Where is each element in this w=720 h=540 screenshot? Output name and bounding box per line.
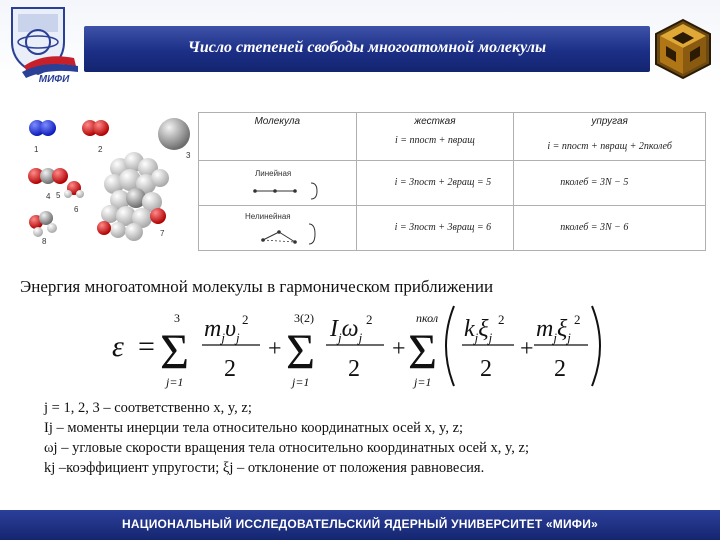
sum2-denominator: 2 — [348, 356, 360, 382]
svg-text:2: 2 — [574, 312, 581, 327]
mol-label-2: 2 — [98, 145, 103, 154]
logo-text: МИФИ — [38, 74, 70, 84]
nonlinear-rigid-cell — [356, 206, 514, 251]
sum1-denominator: 2 — [224, 356, 236, 382]
linear-elastic-formula: nколеб = 3N − 5 — [560, 177, 629, 188]
svg-text:mjξj: $m_j\xi_j$ — [536, 316, 571, 345]
sum2-sigma: Σ — [286, 323, 316, 379]
svg-text:2: 2 — [498, 312, 505, 327]
linear-molecule-icon — [245, 181, 325, 201]
linear-molecule-cell — [199, 161, 357, 206]
table-row-linear — [199, 161, 706, 206]
mol-label-5: 5 — [56, 191, 61, 200]
sum2-lower: j=1 — [292, 375, 310, 389]
nonlinear-elastic-cell — [514, 206, 706, 251]
footer-text: НАЦИОНАЛЬНЫЙ ИССЛЕДОВАТЕЛЬСКИЙ ЯДЕРНЫЙ УНИВЕРСИТЕТ «МИФИ» — [122, 517, 598, 531]
mol-label-7: 7 — [160, 229, 165, 238]
col-header-elastic: упругая i = nпост + nвращ + 2nколеб — [514, 113, 706, 161]
svg-text:2: 2 — [366, 312, 373, 327]
mol-label-3: 3 — [186, 151, 191, 160]
nonlinear-elastic-formula: nколеб = 3N − 6 — [560, 222, 629, 233]
explanation-line: kj –коэффициент упругости; ξj – отклонение от положения равновесия. — [44, 460, 485, 476]
nonlinear-label: Нелинейная — [245, 212, 291, 221]
sum3-lower: j=1 — [414, 375, 432, 389]
degrees-of-freedom-table — [198, 112, 706, 251]
table-header-row — [199, 113, 706, 161]
mol-label-4: 4 — [46, 192, 51, 201]
formula-lhs: ε — [112, 330, 124, 363]
linear-rigid-formula: i = 3пост + 2вращ = 5 — [394, 177, 492, 188]
mephi-crest-logo — [4, 2, 90, 84]
formula-explanation — [44, 398, 684, 478]
table-row-nonlinear — [199, 206, 706, 251]
sum1-upper: 3 — [174, 311, 180, 325]
sum1-lower: j=1 — [166, 375, 184, 389]
sum3-denominator-b: 2 — [554, 356, 566, 382]
svg-text:Ijωj: $I_j\omega_j$ — [330, 316, 363, 345]
elastic-general-formula: i = nпост + nвращ + 2nколеб — [547, 141, 672, 152]
molecules-image — [22, 116, 198, 246]
energy-heading: Энергия многоатомной молекулы в гармоническом приближении — [20, 277, 494, 296]
svg-text:2: 2 — [242, 312, 249, 327]
linear-rigid-cell — [356, 161, 514, 206]
explanation-line: Ij – моменты инерции тела относительно координатных осей x, y, z; — [44, 420, 464, 436]
svg-text:+: + — [520, 336, 534, 362]
sum3-upper: nкол — [416, 311, 439, 325]
footer-band — [0, 510, 720, 540]
svg-text:mjυj: $m_j\upsilon_j$ — [204, 316, 240, 345]
linear-elastic-cell — [514, 161, 706, 206]
col-header-molecule: Молекула — [199, 113, 357, 161]
explanation-line: j = 1, 2, 3 – соответственно x, y, z; — [44, 400, 252, 416]
mol-label-6: 6 — [74, 205, 79, 214]
sum3-sigma: Σ — [408, 323, 438, 379]
sum3-denominator-a: 2 — [480, 356, 492, 382]
slide-title: Число степеней свободы многоатомной молекулы — [187, 39, 547, 56]
cube-logo — [652, 18, 714, 80]
mol-label-1: 1 — [34, 145, 39, 154]
header — [0, 0, 720, 84]
energy-formula — [112, 300, 602, 392]
col-header-rigid: жесткая i = nпост + nвращ — [356, 113, 514, 161]
nonlinear-molecule-icon — [255, 220, 335, 248]
svg-text:kjξj: $k_j\xi_j$ — [464, 316, 493, 345]
mol-label-8: 8 — [42, 237, 47, 246]
svg-text:+: + — [392, 336, 406, 362]
explanation-line: ωj – угловые скорости вращения тела относительно координатных осей x, y, z; — [44, 440, 530, 456]
svg-text:=: = — [138, 330, 155, 363]
svg-text:+: + — [268, 336, 282, 362]
linear-label: Линейная — [255, 169, 292, 178]
nonlinear-molecule-cell — [199, 206, 357, 251]
sum1-sigma: Σ — [160, 323, 190, 379]
nonlinear-rigid-formula: i = 3пост + 3вращ = 6 — [394, 222, 492, 233]
sum2-upper: 3(2) — [294, 311, 314, 325]
title-band — [84, 26, 650, 72]
rigid-general-formula: i = nпост + nвращ — [394, 135, 475, 146]
